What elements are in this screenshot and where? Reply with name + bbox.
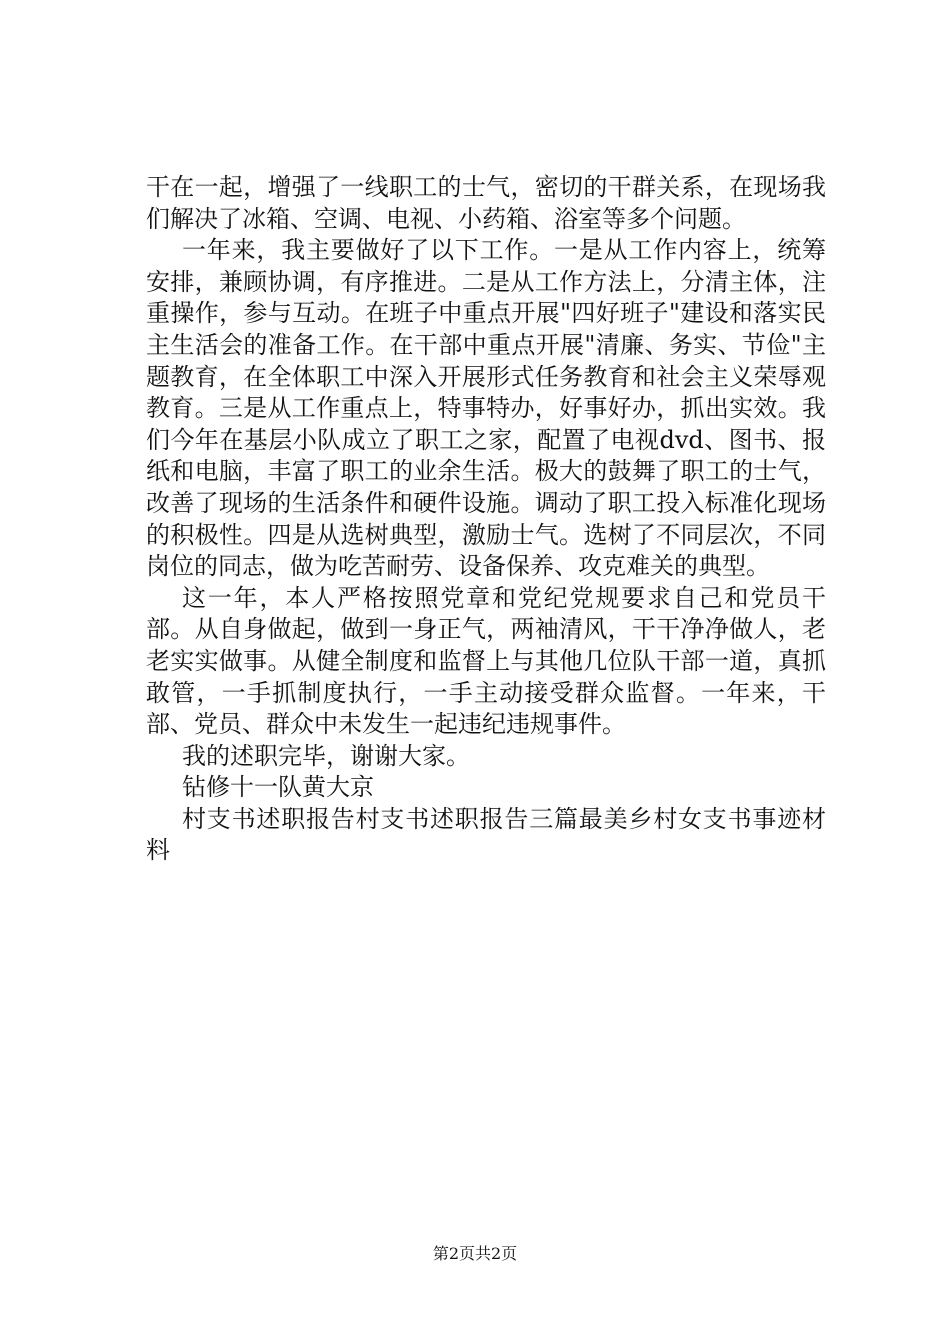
paragraph-integrity: 这一年，本人严格按照党章和党纪党规要求自己和党员干部。从自身做起，做到一身正气，两袖清风，干干净净做人，老老实实做事。从健全制度和监督上与其他几位队干部一道，真抓敢管，一手抓制度执行，一手主动接受群众监督。一年来，干部、党员、群众中未发生一起违纪违规事件。	[146, 583, 826, 739]
page-footer	[0, 1244, 950, 1264]
paragraph-signature: 钻修十一队黄大京	[182, 773, 374, 802]
paragraph-closing: 我的述职完毕，谢谢大家。	[182, 741, 470, 770]
paragraph-continuation: 干在一起，增强了一线职工的士气，密切的干群关系，在现场我们解决了冰箱、空调、电视、小药箱、浴室等多个问题。	[146, 173, 826, 233]
page-number: 第2页	[432, 1244, 475, 1263]
document-body	[146, 172, 826, 867]
paragraph-work-summary: 一年来，我主要做好了以下工作。一是从工作内容上，统筹安排，兼顾协调，有序推进。二是从工作方法上，分清主体，注重操作，参与互动。在班子中重点开展"四好班子"建设和落实民主生活会的准备工作。在干部中重点开展"清廉、务实、节俭"主题教育，在全体职工中深入开展形式任务教育和社会主义荣辱观教育。三是从工作重点上，特事特办，好事好办，抓出实效。我们今年在基层小队成立了职工之家，配置了电视dvd、图书、报纸和电脑，丰富了职工的业余生活。极大的鼓舞了职工的士气，改善了现场的生活条件和硬件设施。调动了职工投入标准化现场的积极性。四是从选树典型，激励士气。选树了不同层次，不同岗位的同志，做为吃苦耐劳、设备保养、攻克难关的典型。	[146, 236, 826, 581]
paragraph-related-title: 村支书述职报告村支书述职报告三篇最美乡村女支书事迹材料	[146, 804, 826, 865]
page-total: 共2页	[475, 1244, 518, 1263]
